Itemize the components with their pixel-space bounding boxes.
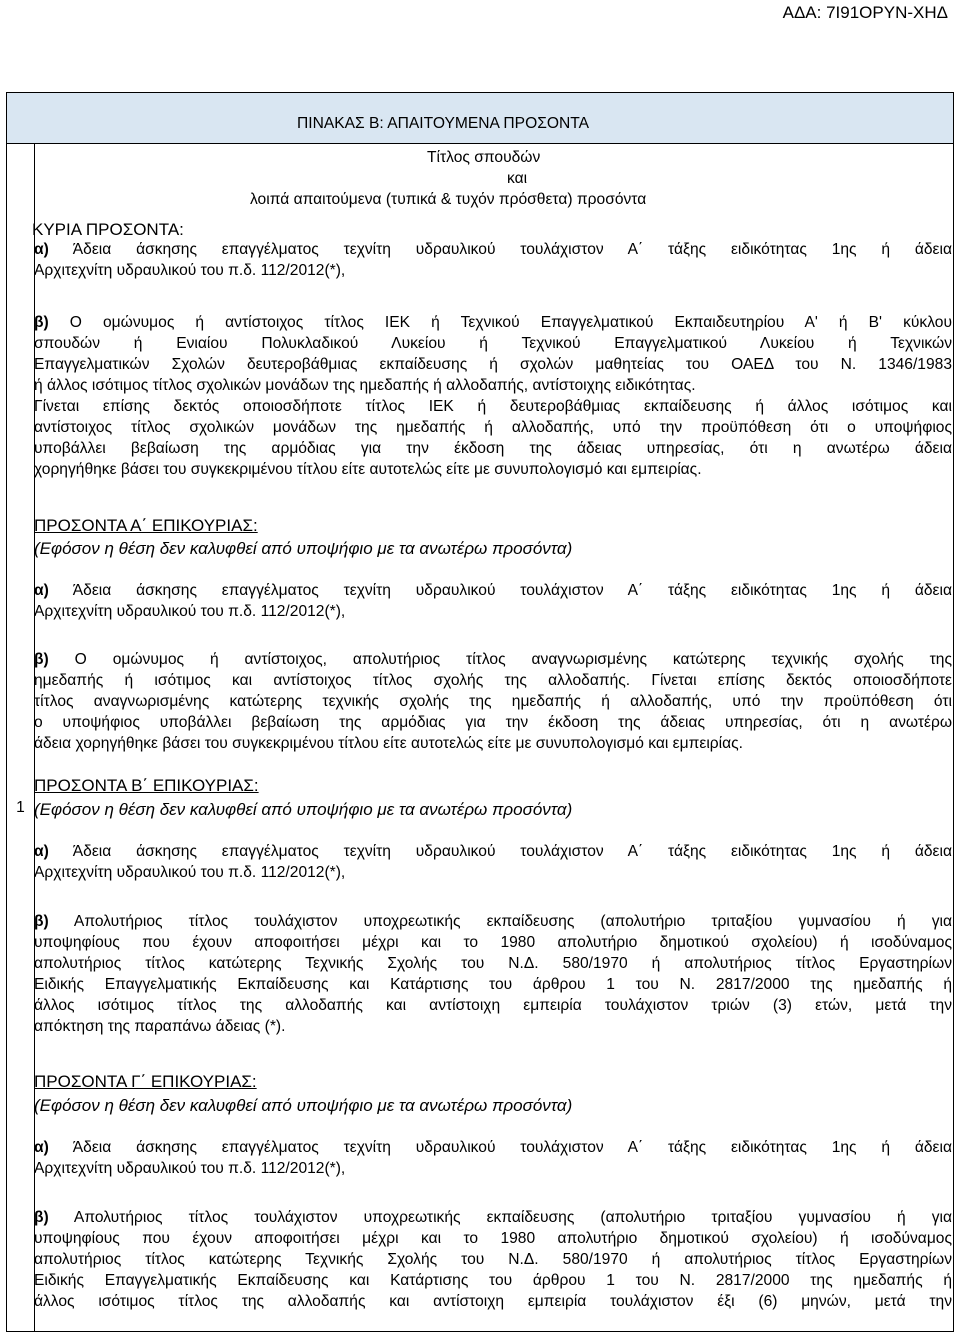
epikourias-a-b-line: ημεδαπής ή ισότιμος και αντίστοιχος τίτλος σχολής της αλλοδαπής. Γίνεται επίσης δεκτός οποιοσδήποτε xyxy=(34,672,952,689)
kyria-b-line: σπουδών ή Ενιαίου Πολυκλαδικού Λυκείου ή Τεχνικού Επαγγελματικού Λυκείου ή Τεχνικών xyxy=(34,335,952,352)
epikourias-a-b-line: άδεια χορηγήθηκε βάσει του συγκεκριμένου τίτλου είτε αυτοτελώς είτε με συνυπολογισμό και εμπειρίας. xyxy=(34,735,743,752)
kyria-a-line: α) Άδεια άσκησης επαγγέλματος τεχνίτη υδραυλικού τουλάχιστον Α΄ τάξης ειδικότητας 1ης ή άδεια xyxy=(34,241,952,258)
item-marker: α) xyxy=(34,241,49,258)
epikourias-c-note: (Εφόσον η θέση δεν καλυφθεί από υποψήφιο με τα ανωτέρω προσόντα) xyxy=(34,1096,573,1115)
kyria-b-line: αντίστοιχος τίτλος σχολικών μονάδων της ημεδαπής ή αλλοδαπής, υπό την προϋπόθεση ότι ο υποψήφιος xyxy=(34,419,952,436)
kyria-b-line: χορηγήθηκε βάσει του συγκεκριμένου τίτλου είτε αυτοτελώς είτε με συνυπολογισμό και εμπειρίας. xyxy=(34,461,702,478)
epikourias-a-a-line: α) Άδεια άσκησης επαγγέλματος τεχνίτη υδραυλικού τουλάχιστον Α΄ τάξης ειδικότητας 1ης ή άδεια xyxy=(34,582,952,599)
ada-code: ΑΔΑ: 7Ι91ΟΡΥΝ-ΧΗΔ xyxy=(782,3,948,22)
kyria-heading: ΚΥΡΙΑ ΠΡΟΣΟΝΤΑ: xyxy=(32,220,184,239)
epikourias-a-note: (Εφόσον η θέση δεν καλυφθεί από υποψήφιο με τα ανωτέρω προσόντα) xyxy=(34,539,573,558)
header-line-1: Τίτλος σπουδών xyxy=(427,149,541,166)
kyria-b-line: Επαγγελματικών Σχολών δευτεροβάθμιας εκπαίδευσης ή σχολών μαθητείας του ΟΑΕΔ του Ν. 1346/1983 xyxy=(34,356,952,373)
epikourias-b-b-line: β) Απολυτήριος τίτλος τουλάχιστον υποχρεωτικής εκπαίδευσης (απολυτήριο τριταξίου γυμνασίου ή για xyxy=(34,913,952,930)
item-marker: β) xyxy=(34,913,49,930)
epikourias-b-b-line: άλλος ισότιμος τίτλος της αλλοδαπής και αντίστοιχη εμπειρία τουλάχιστον τριών (3) ετών, μετά την xyxy=(34,997,952,1014)
epikourias-a-b-line: ο υποψήφιος υποβάλλει βεβαίωση της αρμόδιας για την έκδοση της άδειας υπηρεσίας, ότι η ανωτέρω xyxy=(34,714,952,731)
row-number: 1 xyxy=(16,799,25,816)
epikourias-b-b-line: απόκτηση της παραπάνω άδειας (*). xyxy=(34,1018,286,1035)
epikourias-c-b-line: άλλος ισότιμος τίτλος της αλλοδαπής και αντίστοιχη εμπειρία τουλάχιστον έξι (6) μηνών, μετά την xyxy=(34,1293,952,1310)
epikourias-a-heading: ΠΡΟΣΟΝΤΑ Α΄ ΕΠΙΚΟΥΡΙΑΣ: xyxy=(34,516,258,535)
item-marker: α) xyxy=(34,582,49,599)
epikourias-b-heading: ΠΡΟΣΟΝΤΑ Β΄ ΕΠΙΚΟΥΡΙΑΣ: xyxy=(34,776,259,795)
epikourias-b-b-line: απολυτήριος τίτλος κατώτερης Τεχνικής Σχολής του Ν.Δ. 580/1970 ή απολυτήριος τίτλος Εργαστηρίων xyxy=(34,955,952,972)
item-marker: β) xyxy=(34,314,49,331)
kyria-b-line: Γίνεται επίσης δεκτός οποιοσδήποτε τίτλος ΙΕΚ ή δευτεροβάθμιας εκπαίδευσης ή άλλος ισότιμος και xyxy=(34,398,952,415)
item-marker: β) xyxy=(34,651,49,668)
epikourias-a-b-line: β) Ο ομώνυμος ή αντίστοιχος, απολυτήριος τίτλος αναγνωρισμένης κατώτερης τεχνικής σχολής της xyxy=(34,651,952,668)
epikourias-b-a-line: α) Άδεια άσκησης επαγγέλματος τεχνίτη υδραυλικού τουλάχιστον Α΄ τάξης ειδικότητας 1ης ή άδεια xyxy=(34,843,952,860)
column-header xyxy=(34,143,953,218)
epikourias-c-b-line: απολυτήριος τίτλος κατώτερης Τεχνικής Σχολής του Ν.Δ. 580/1970 ή απολυτήριος τίτλος Εργαστηρίων xyxy=(34,1251,952,1268)
kyria-b-line: ή άλλος ισότιμος τίτλος σχολικών μονάδων της ημεδαπής ή αλλοδαπής, αντίστοιχης ειδικότητας. xyxy=(34,377,696,394)
epikourias-b-a-line: Αρχιτεχνίτη υδραυλικού του π.δ. 112/2012(*), xyxy=(34,864,346,881)
epikourias-c-b-line: Ειδικής Επαγγελματικής Εκπαίδευσης και Κατάρτισης του άρθρου 1 του Ν. 2817/2000 της ημεδαπής ή xyxy=(34,1272,952,1289)
kyria-a-line: Αρχιτεχνίτη υδραυλικού του π.δ. 112/2012(*), xyxy=(34,262,346,279)
item-marker: β) xyxy=(34,1209,49,1226)
header-line-2: και xyxy=(507,170,528,187)
epikourias-b-note: (Εφόσον η θέση δεν καλυφθεί από υποψήφιο με τα ανωτέρω προσόντα) xyxy=(34,800,573,819)
header-line-3: λοιπά απαιτούμενα (τυπικά & τυχόν πρόσθετα) προσόντα xyxy=(250,191,647,208)
item-marker: α) xyxy=(34,1139,49,1156)
table-title-row xyxy=(7,93,953,144)
kyria-b-line: υποβάλλει βεβαίωση της αρμόδιας για την έκδοση της άδειας υπηρεσίας, ότι η ανωτέρω άδεια xyxy=(34,440,952,457)
epikourias-b-b-line: υποψηφίους που έχουν αποφοιτήσει μέχρι και το 1980 απολυτήριο δημοτικού σχολείου) ή ισοδύναμος xyxy=(34,934,952,951)
table-title: ΠΙΝΑΚΑΣ Β: ΑΠΑΙΤΟΥΜΕΝΑ ΠΡΟΣΟΝΤΑ xyxy=(297,115,590,132)
epikourias-b-b-line: Ειδικής Επαγγελματικής Εκπαίδευσης και Κατάρτισης του άρθρου 1 του Ν. 2817/2000 της ημεδαπής ή xyxy=(34,976,952,993)
epikourias-c-a-line: Αρχιτεχνίτη υδραυλικού του π.δ. 112/2012(*), xyxy=(34,1160,346,1177)
epikourias-c-b-line: υποψηφίους που έχουν αποφοιτήσει μέχρι και το 1980 απολυτήριο δημοτικού σχολείου) ή ισοδύναμος xyxy=(34,1230,952,1247)
epikourias-a-a-line: Αρχιτεχνίτη υδραυλικού του π.δ. 112/2012(*), xyxy=(34,603,346,620)
row-number-cell xyxy=(7,143,35,1331)
kyria-b-line: β) Ο ομώνυμος ή αντίστοιχος τίτλος ΙΕΚ ή Τεχνικού Επαγγελματικού Εκπαιδευτηρίου Α' ή Β' κύκλου xyxy=(34,314,952,331)
epikourias-a-b-line: τίτλος αναγνωρισμένης κατώτερης τεχνικής σχολής της ημεδαπής ή αλλοδαπής, υπό την προϋπόθεση ότι xyxy=(34,693,952,710)
epikourias-c-a-line: α) Άδεια άσκησης επαγγέλματος τεχνίτη υδραυλικού τουλάχιστον Α΄ τάξης ειδικότητας 1ης ή άδεια xyxy=(34,1139,952,1156)
epikourias-c-b-line: β) Απολυτήριος τίτλος τουλάχιστον υποχρεωτικής εκπαίδευσης (απολυτήριο τριταξίου γυμνασίου ή για xyxy=(34,1209,952,1226)
item-marker: α) xyxy=(34,843,49,860)
epikourias-c-heading: ΠΡΟΣΟΝΤΑ Γ΄ ΕΠΙΚΟΥΡΙΑΣ: xyxy=(34,1072,257,1091)
